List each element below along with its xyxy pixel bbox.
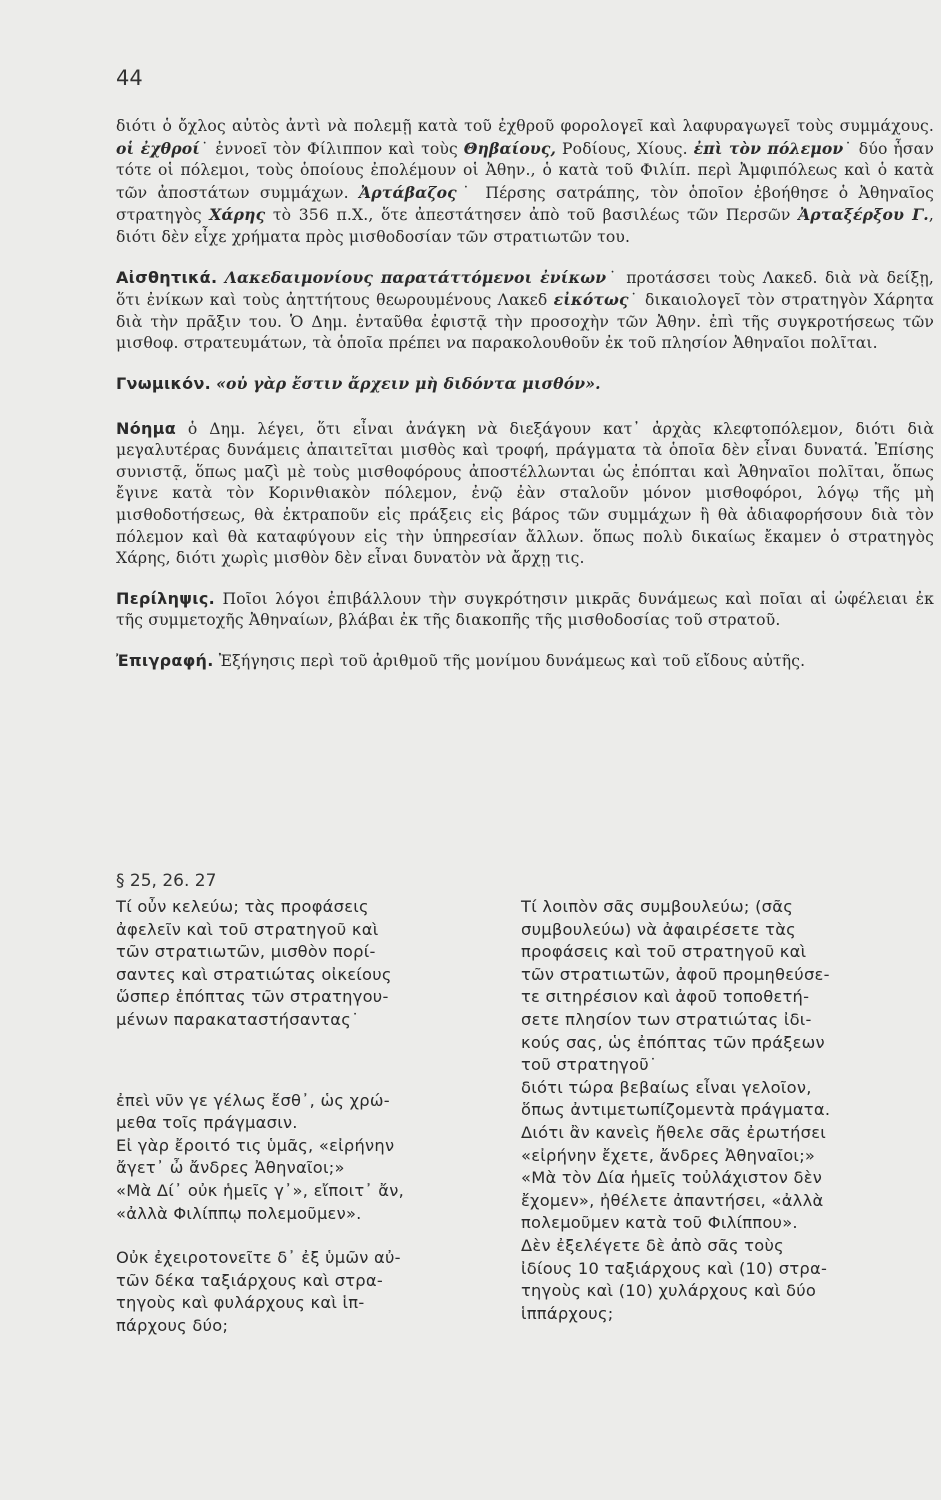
text-line: ἀφελεῖν καὶ τοῦ στρατηγοῦ καὶ: [116, 919, 379, 939]
original-stanza: [116, 1247, 494, 1337]
text-line: τηγοὺς καὶ (10) χυλάρχους καὶ δύο: [521, 1281, 817, 1301]
text-line: διότι τώρα βεβαίως εἶναι γελοῖον,: [521, 1077, 812, 1097]
text-line: «Μὰ τὸν Δία ἡμεῖς τοὐλάχιστον δὲν: [521, 1168, 823, 1188]
text-run: διότι ὁ ὄχλος αὐτὸς ἀντὶ νὰ πολεμῇ κατὰ τοῦ ἐχθροῦ φορολογεῖ καὶ λαφυραγωγεῖ τοὺς συμμάχους.: [116, 117, 934, 135]
text-line: Δὲν ἐξελέγετε δὲ ἀπὸ σᾶς τοὺς: [521, 1235, 784, 1255]
original-stanza: [116, 1090, 494, 1226]
text-run: ˙ ἐννοεῖ τὸν Φίλιππον καὶ τοὺς: [199, 139, 464, 158]
text-run: ˙ Πέρσης σατράπης, τὸν ὁποῖον ἐβοήθησε ὁ Ἀθηναῖος στρατηγὸς: [116, 183, 934, 225]
text-line: τῶν στρατιωτῶν, μισθὸν πορί-: [116, 942, 376, 962]
term-ekhthroi: οἱ ἐχθροί: [116, 138, 200, 158]
noima-label: Νόημα: [116, 418, 177, 438]
text-run: Ροδίους, Χίους.: [556, 139, 694, 158]
term-thivaious: Θηβαίους,: [463, 138, 557, 158]
perilipsis-paragraph: [116, 588, 934, 632]
epigrafi-text: Ἐξήγησις περὶ τοῦ ἀριθμοῦ τῆς μονίμου δυνάμεως καὶ τοῦ εἴδους αὐτῆς.: [213, 651, 806, 670]
text-line: «ἀλλὰ Φιλίππῳ πολεμοῦμεν».: [116, 1203, 362, 1223]
gnomikon-quote: «οὐ γὰρ ἔστιν ἄρχειν μὴ διδόντα μισθόν».: [216, 373, 601, 393]
text-line: ἔχομεν», ἠθέλετε ἀπαντήσει, «ἀλλὰ: [521, 1190, 824, 1210]
epigrafi-paragraph: [116, 650, 934, 673]
text-line: τῶν στρατιωτῶν, ἀφοῦ προμηθεύσε-: [521, 964, 830, 984]
text-line: τῶν δέκα ταξιάρχους καὶ στρα-: [116, 1270, 384, 1290]
term-artaxerxou: Ἀρταξέρξου Γ.: [798, 205, 929, 225]
aisthitika-label: Αἰσθητικά.: [116, 267, 218, 287]
spacer: [116, 1046, 494, 1090]
text-line: Τί λοιπὸν σᾶς συμβουλεύω; (σᾶς: [521, 897, 794, 916]
section-reference: § 25, 26. 27: [116, 871, 217, 891]
noima-text: ὁ Δημ. λέγει, ὅτι εἶναι ἀνάγκη νὰ διεξάγουν κατ᾽ ἀρχὰς κλεφτοπόλεμον, διότι διὰ μεγαλυτέρας δυνάμεις ἀπαιτεῖται μισθὸς καὶ τροφή, πράγματα τὰ ὁποῖα δὲν εἶναι δυνατά. Ἐπίσης συνιστᾷ, ὅπως μαζὶ μὲ τοὺς μισθοφόρους ἀποστέλλωνται ὡς ἐπόπται καὶ Ἀθηναῖοι πολῖται, ὅπως ἔγινε κατὰ τὸν Κορινθιακὸν πόλεμον, ἐνῷ ἐὰν σταλοῦν μόνον μισθοφόροι, λόγῳ τῆς μὴ μισθοδοτήσεως, θὰ ἐκτραποῦν εἰς πράξεις εἰς βάρος τῶν συμμάχων ἢ θὰ ἀδιαφορήσουν διὰ τὸν πόλεμον καὶ θὰ καταφύγουν εἰς τὴν ὑπηρεσίαν ἄλλων. ὅπως πολὺ δικαίως ἔκαμεν ὁ στρατηγὸς Χάρης, διότι χωρὶς μισθὸν δὲν εἶναι δυνατὸν νὰ ἄρχῃ τις.: [116, 419, 934, 568]
term-chares: Χάρης: [209, 205, 266, 225]
spacer: [116, 1239, 494, 1247]
term-polemon: ἐπὶ τὸν πόλεμον: [693, 138, 844, 158]
text-line: κούς σας, ὡς ἐπόπτας τῶν πράξεων: [521, 1032, 825, 1052]
text-line: τηγοὺς καὶ φυλάρχους καὶ ἱπ-: [116, 1293, 365, 1313]
translation-stanza: [521, 896, 931, 1077]
aisthitika-paragraph: [116, 267, 934, 355]
text-line: πολεμοῦμεν κατὰ τοῦ Φιλίππου».: [521, 1213, 798, 1233]
text-line: σετε πλησίον των στρατιώτας ἰδι-: [521, 1009, 812, 1029]
commentary-paragraph: [116, 116, 934, 249]
original-stanza: [116, 896, 494, 1032]
text-line: μένων παρακαταστήσαντας˙: [116, 1009, 360, 1029]
term-eikotos: εἰκότως: [553, 290, 629, 310]
text-line: ἰδίους 10 ταξιάρχους καὶ (10) στρα-: [521, 1258, 828, 1278]
text-line: πάρχους δύο;: [116, 1315, 229, 1335]
text-line: σαντες καὶ στρατιώτας οἰκείους: [116, 964, 392, 984]
gnomikon-paragraph: [116, 373, 934, 396]
text-line: τοῦ στρατηγοῦ˙: [521, 1055, 658, 1075]
gnomikon-label: Γνωμικόν.: [116, 373, 212, 393]
text-line: ἄγετ᾽ ὦ ἄνδρες Ἀθηναῖοι;»: [116, 1158, 345, 1178]
text-run: ˙ δύο ἦσαν τότε οἱ πόλεμοι, τοὺς ὁποίους ἐπολέμουν οἱ Ἀθην., ὁ κατὰ τοῦ Φιλίπ. περὶ Ἀμφιπόλεως καὶ ὁ κατὰ τῶν ἀποστάτων συμμάχων.: [116, 139, 934, 202]
text-line: ἱππάρχους;: [521, 1303, 614, 1323]
text-line: ὥσπερ ἐπόπτας τῶν στρατηγου-: [116, 987, 389, 1007]
text-line: «εἰρήνην ἔχετε, ἄνδρες Ἀθηναῖοι;»: [521, 1145, 816, 1165]
original-text-column: [116, 896, 494, 1352]
text-line: συμβουλεύω) νὰ ἀφαιρέσετε τὰς: [521, 919, 796, 939]
text-line: Οὐκ ἐχειροτονεῖτε δ᾽ ἐξ ὑμῶν αὐ-: [116, 1248, 401, 1268]
page-number: 44: [116, 66, 143, 90]
text-line: τε σιτηρέσιον καὶ ἀφοῦ τοποθετή-: [521, 987, 810, 1007]
text-line: «Μὰ Δί᾽ οὐκ ἡμεῖς γ᾽», εἴποιτ᾽ ἄν,: [116, 1180, 405, 1200]
translation-column: [521, 896, 931, 1339]
text-run: τὸ 356 π.Χ., ὅτε ἀπεστάτησεν ἀπὸ τοῦ βασιλέως τῶν Περσῶν: [265, 206, 799, 225]
perilipsis-text: Ποῖοι λόγοι ἐπιβάλλουν τὴν συγκρότησιν μικρᾶς δυνάμεως καὶ ποῖαι αἱ ὠφέλειαι ἐκ τῆς συμμετοχῆς Ἀθηναίων, βλάβαι ἐκ τῆς διακοπῆς τῆς μισθοδοσίας τοῦ στρατοῦ.: [116, 589, 934, 630]
term-lakedaimonious: Λακεδαιμονίους παρατάττόμενοι ἐνίκων: [224, 267, 607, 287]
text-run: , διότι δὲν εἶχε χρήματα πρὸς μισθοδοσίαν τῶν στρατιωτῶν του.: [116, 206, 934, 246]
text-line: Διότι ἂν κανεὶς ἤθελε σᾶς ἐρωτήσει: [521, 1122, 827, 1142]
perilipsis-label: Περίληψις.: [116, 588, 215, 608]
text-line: ὅπως ἀντιμετωπίζομεντὰ πράγματα.: [521, 1100, 831, 1120]
text-line: Τί οὖν κελεύω; τὰς προφάσεις: [116, 897, 369, 916]
text-line: μεθα τοῖς πράγμασιν.: [116, 1113, 298, 1133]
epigrafi-label: Ἐπιγραφή.: [116, 650, 214, 670]
term-artabazos: Ἀρτάβαζος: [359, 182, 457, 202]
text-run: ˙ δικαιολογεῖ τὸν στρατηγὸν Χάρητα διὰ τὴν πρᾶξιν του. Ὁ Δημ. ἐνταῦθα ἐφιστᾷ τὴν προσοχὴν τῶν Ἀθην. ἐπὶ τῆς συγκροτήσεως τῶν μισθοφ. στρατευμάτων, τὰ ὁποῖα πρέπει να παρακολουθοῦν ἐκ τοῦ πλησίον Ἀθηναῖοι πολῖται.: [116, 291, 934, 353]
commentary-section: [116, 116, 934, 690]
text-line: προφάσεις καὶ τοῦ στρατηγοῦ καὶ: [521, 942, 807, 962]
translation-stanza: [521, 1077, 931, 1326]
text-run: ˙ προτάσσει τοὺς Λακεδ. διὰ νὰ δείξῃ, ὅτι ἐνίκων καὶ τοὺς ἀηττήτους θεωρουμένους Λακεδ: [116, 268, 935, 310]
noima-paragraph: [116, 418, 934, 570]
text-line: ἐπεὶ νῦν γε γέλως ἔσθ᾽, ὡς χρώ-: [116, 1090, 390, 1110]
text-line: Εἰ γὰρ ἔροιτό τις ὑμᾶς, «εἰρήνην: [116, 1135, 395, 1155]
